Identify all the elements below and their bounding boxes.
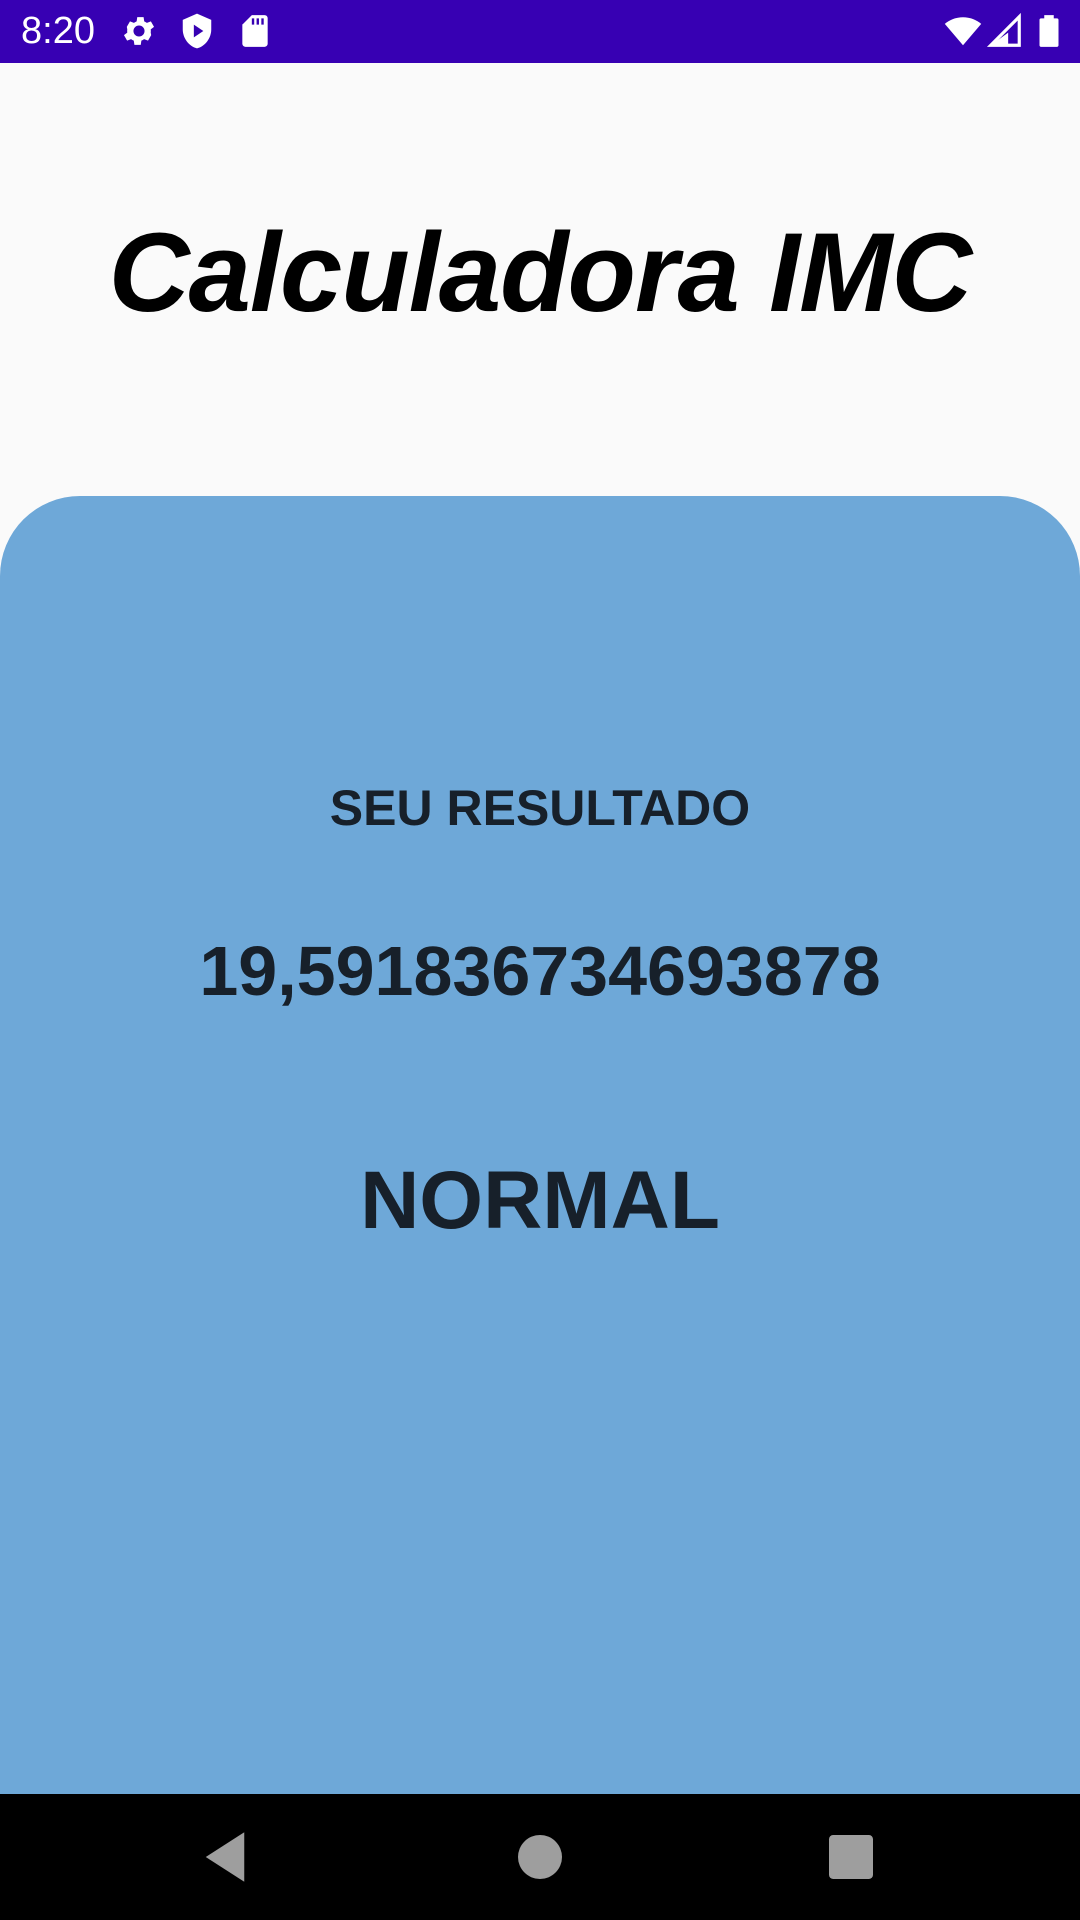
navigation-bar [0,1794,1080,1920]
wifi-icon [944,12,982,50]
page-title: Calculadora IMC [108,210,972,335]
app-header [0,63,1080,495]
battery-icon [1030,12,1068,50]
gear-icon [120,12,158,50]
status-time: 8:20 [21,10,95,52]
cellular-signal-icon [986,12,1024,50]
result-card [0,496,1080,1794]
bmi-value: 19,591836734693878 [199,932,881,1010]
recents-icon[interactable] [818,1824,884,1890]
sd-card-icon [236,12,274,50]
status-bar [0,0,1080,63]
home-icon[interactable] [507,1824,573,1890]
back-icon[interactable] [192,1824,258,1890]
bmi-category: NORMAL [360,1155,720,1246]
result-heading: SEU RESULTADO [329,780,751,836]
play-protect-icon [178,12,216,50]
